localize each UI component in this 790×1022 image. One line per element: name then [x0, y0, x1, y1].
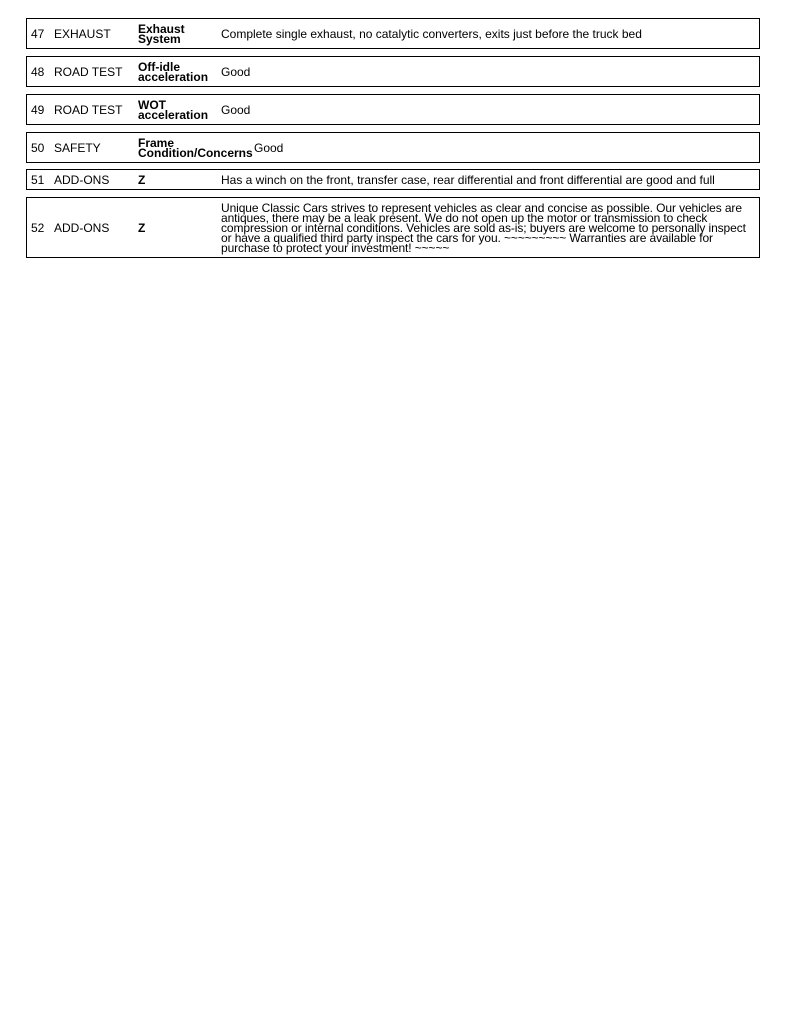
row-number: 48 [31, 64, 45, 79]
table-row [26, 56, 760, 87]
row-item: Off-idle acceleration [138, 59, 209, 84]
row-category: ROAD TEST [54, 102, 123, 117]
row-description: Good [221, 64, 251, 79]
row-number: 50 [31, 140, 45, 155]
table-row [26, 132, 760, 163]
row-number: 47 [31, 26, 45, 41]
row-item: Z [138, 220, 146, 235]
row-number: 49 [31, 102, 45, 117]
row-description: Good [221, 102, 251, 117]
table-row [26, 197, 760, 258]
row-description: Has a winch on the front, transfer case, rear differential and front differential are good and full [221, 172, 715, 187]
row-item: Frame Condition/Concerns [138, 135, 253, 160]
row-item: Z [138, 172, 146, 187]
row-number: 51 [31, 172, 45, 187]
table-row [26, 18, 760, 49]
row-item: WOT acceleration [138, 97, 209, 122]
row-category: ADD-ONS [54, 220, 110, 235]
table-row [26, 169, 760, 190]
row-number: 52 [31, 220, 45, 235]
table-row [26, 94, 760, 125]
row-description: Complete single exhaust, no catalytic converters, exits just before the truck bed [221, 26, 642, 41]
row-category: ROAD TEST [54, 64, 123, 79]
row-category: EXHAUST [54, 26, 111, 41]
row-item: Exhaust System [138, 21, 185, 46]
row-description: Unique Classic Cars strives to represent vehicles as clear and concise as possible. Our vehicles are antiques, there may be a leak present. We do not open up the motor or transmission to check compression or internal conditions. Vehicles are sold as-is; buyers are welcome to personally inspect or have a qualified third party inspect the cars for you. ~~~~~~~~~ Warranties are available for purchase to protect your investment! ~~~~~ [221, 200, 746, 255]
row-category: ADD-ONS [54, 172, 110, 187]
row-category: SAFETY [54, 140, 101, 155]
row-description: Good [254, 140, 284, 155]
